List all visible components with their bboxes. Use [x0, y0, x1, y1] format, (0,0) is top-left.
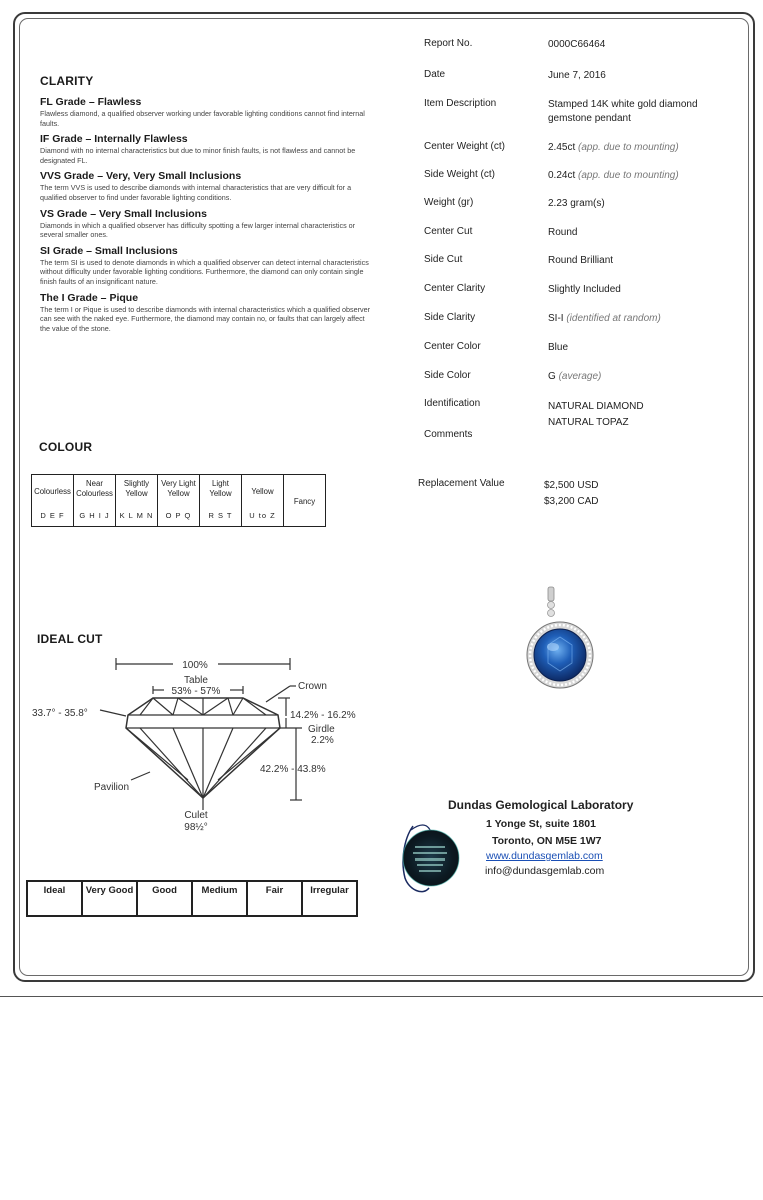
lab-website-link[interactable]: www.dundasgemlab.com — [486, 850, 603, 862]
side-weight-note: (app. due to mounting) — [578, 170, 679, 181]
description-label: Item Description — [424, 98, 497, 109]
crown-label: Crown — [298, 681, 327, 692]
table-label: Table — [184, 675, 208, 686]
side-color-value: G — [548, 371, 556, 382]
grade-description: The term SI is used to denote diamonds in which a qualified observer can detect internal characteristics without difficulty under favorable lighting conditions. Furthermore, the diamond can only contain single finish faults of an insignificant nature. — [40, 257, 369, 286]
side-color-note: (average) — [558, 371, 602, 382]
diamond-proportions-diagram — [28, 650, 368, 840]
date-label: Date — [424, 69, 446, 80]
table-value: 53% - 57% — [171, 686, 221, 697]
colour-grades: D E F — [40, 511, 65, 520]
lab-address-2: Toronto, ON M5E 1W7 — [492, 835, 602, 847]
culet-label: Culet — [184, 810, 208, 821]
cut-grade-cell: Irregular — [302, 881, 357, 916]
center-cut-value: Round — [548, 227, 578, 238]
weight-value: 2.23 gram(s) — [548, 198, 605, 209]
lab-address-1: 1 Yonge St, suite 1801 — [486, 818, 596, 830]
pavilion-depth: 42.2% - 43.8% — [260, 764, 326, 775]
grade-heading: FL Grade – Flawless — [40, 96, 142, 108]
crown-angle: 33.7° - 35.8° — [32, 708, 88, 719]
side-clarity-label: Side Clarity — [424, 312, 476, 323]
colour-cell — [32, 475, 74, 527]
colour-label: Slightly Yellow — [123, 479, 150, 498]
side-weight-value: 0.24ct — [548, 170, 576, 181]
side-cut-label: Side Cut — [424, 254, 463, 265]
colour-grades: O P Q — [165, 511, 192, 520]
cut-grade-cell: Very Good — [82, 881, 137, 916]
total-width-label: 100% — [182, 660, 208, 671]
cut-grade-cell: Good — [137, 881, 192, 916]
grade-description: Diamond with no internal characteristics but due to minor finish faults, is not flawless and cannot be designated FL. — [40, 146, 356, 165]
report-no-value: 0000C66464 — [548, 39, 606, 50]
center-cut-label: Center Cut — [424, 226, 473, 237]
lab-name: Dundas Gemological Laboratory — [448, 798, 634, 812]
center-color-label: Center Color — [424, 341, 481, 352]
side-cut-value: Round Brilliant — [548, 255, 614, 266]
colour-label: Colourless — [34, 487, 71, 496]
replacement-label: Replacement Value — [418, 478, 505, 489]
colour-title: COLOUR — [39, 440, 93, 454]
center-weight-label: Center Weight (ct) — [424, 141, 505, 152]
colour-cell — [74, 475, 116, 527]
grade-description: The term I or Pique is used to describe diamonds with internal characteristics which a qualified observer can see with the naked eye. Furthermore, the diamond may contain no, or faults that can largely affect the value of the stone. — [40, 304, 370, 333]
weight-label: Weight (gr) — [424, 197, 474, 208]
colour-cell — [242, 475, 284, 527]
colour-grades: R S T — [208, 511, 233, 520]
center-weight-note: (app. due to mounting) — [578, 142, 679, 153]
grade-heading: IF Grade – Internally Flawless — [40, 133, 188, 146]
comments-label: Comments — [424, 429, 473, 440]
center-weight-value: 2.45ct — [548, 142, 576, 153]
colour-cell — [116, 475, 158, 527]
colour-grades: U to Z — [249, 511, 276, 520]
colour-label: Light Yellow — [209, 479, 232, 498]
crown-height: 14.2% - 16.2% — [290, 710, 356, 721]
report-no-label: Report No. — [424, 38, 473, 49]
girdle-label: Girdle — [308, 724, 335, 735]
ideal-cut-title: IDEAL CUT — [37, 632, 103, 646]
cut-grade-cell: Ideal — [27, 881, 82, 916]
replacement-cad: $3,200 CAD — [544, 496, 599, 507]
colour-label: Fancy — [293, 497, 316, 506]
cut-grade-cell: Medium — [192, 881, 247, 916]
colour-cell — [158, 475, 200, 527]
girdle-value: 2.2% — [311, 735, 334, 746]
colour-label: Yellow — [251, 487, 274, 496]
replacement-usd: $2,500 USD — [544, 480, 599, 491]
colour-label: Very Light Yellow — [161, 479, 196, 498]
identification-value-1: NATURAL DIAMOND — [548, 401, 644, 412]
side-color-label: Side Color — [424, 370, 471, 381]
grade-description: The term VVS is used to describe diamonds with internal characteristics that are very difficult for a qualified observer to find under favorable lighting conditions. — [40, 183, 352, 202]
side-clarity-note: (identified at random) — [566, 313, 661, 324]
colour-cell — [284, 475, 326, 527]
grade-heading: VS Grade – Very Small Inclusions — [40, 207, 207, 220]
grade-description: Flawless diamond, a qualified observer working under favorable lighting conditions cannot find internal faults. — [40, 109, 365, 128]
center-clarity-value: Slightly Included — [548, 284, 621, 295]
grade-heading: The I Grade – Pique — [40, 291, 139, 304]
clarity-section — [40, 74, 370, 333]
side-clarity-value: SI-I — [548, 313, 564, 324]
center-color-value: Blue — [548, 342, 569, 353]
cut-grade-cell: Fair — [247, 881, 302, 916]
grade-heading: VVS Grade – Very, Very Small Inclusions — [40, 170, 242, 183]
pendant-photo — [520, 585, 620, 695]
lab-info — [448, 798, 708, 877]
colour-scale-table — [31, 474, 326, 527]
center-clarity-label: Center Clarity — [424, 283, 486, 294]
grade-description: Diamonds in which a qualified observer has difficulty spotting a few larger internal characteristics or several smaller ones. — [40, 220, 356, 240]
colour-cell — [200, 475, 242, 527]
grade-heading: SI Grade – Small Inclusions — [40, 244, 178, 257]
clarity-title: CLARITY — [40, 74, 94, 88]
colour-label: Near Colourless — [76, 479, 113, 498]
identification-label: Identification — [424, 398, 481, 409]
side-weight-label: Side Weight (ct) — [424, 169, 495, 180]
identification-value-2: NATURAL TOPAZ — [548, 417, 629, 428]
culet-angle: 98½° — [184, 822, 208, 833]
date-value: June 7, 2016 — [548, 70, 606, 81]
colour-grades: K L M N — [119, 511, 154, 520]
colour-grades: G H I J — [79, 511, 110, 520]
page-divider — [0, 996, 763, 997]
description-value: Stamped 14K white gold diamond gemstone pendant — [548, 99, 698, 124]
lab-email: info@dundasgemlab.com — [485, 865, 605, 877]
pavilion-label: Pavilion — [94, 782, 130, 793]
cut-grade-table — [26, 880, 358, 917]
